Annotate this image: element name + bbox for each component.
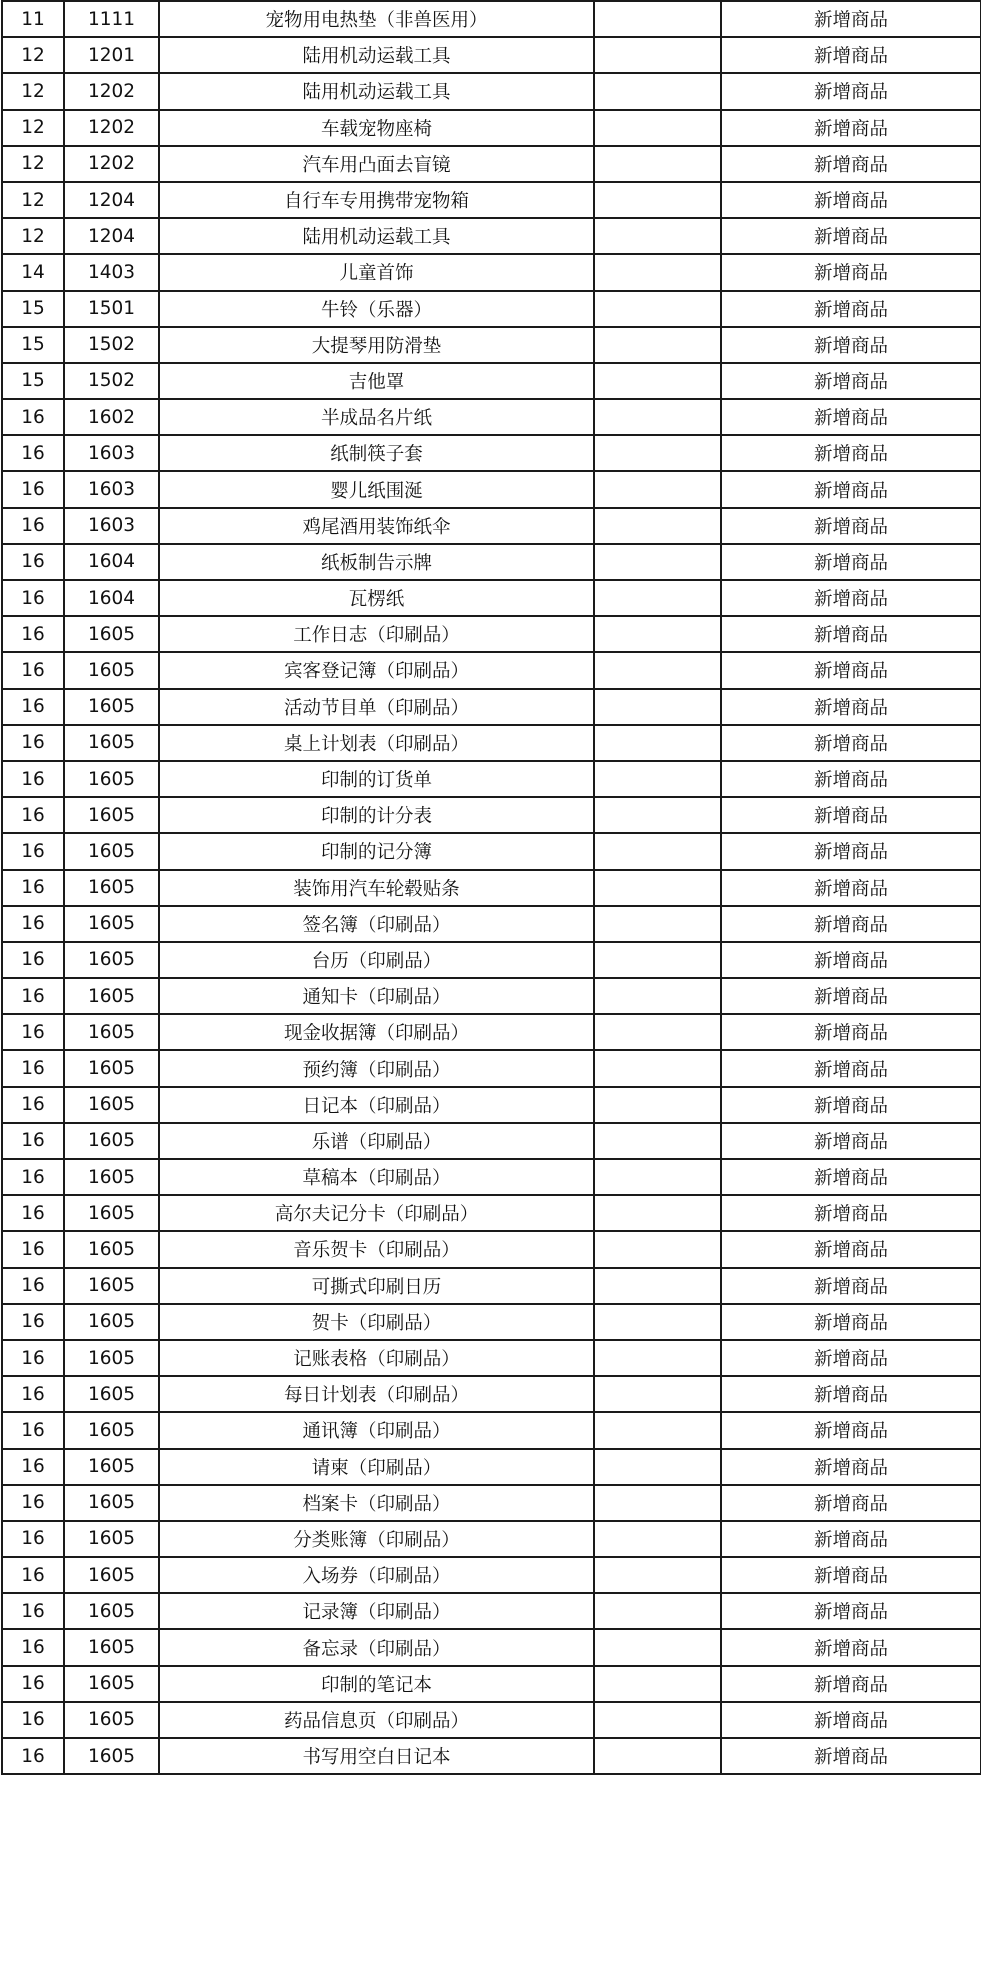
- blank-cell: [594, 508, 721, 544]
- goods-name-cell: 每日计划表（印刷品）: [159, 1376, 594, 1412]
- status-cell: 新增商品: [721, 689, 981, 725]
- blank-cell: [594, 435, 721, 471]
- blank-cell: [594, 1231, 721, 1267]
- group-code-cell: 1603: [64, 435, 159, 471]
- status-cell: 新增商品: [721, 1159, 981, 1195]
- goods-name-cell: 印制的订货单: [159, 761, 594, 797]
- group-code-cell: 1204: [64, 218, 159, 254]
- blank-cell: [594, 652, 721, 688]
- goods-name-cell: 分类账簿（印刷品）: [159, 1521, 594, 1557]
- blank-cell: [594, 1014, 721, 1050]
- table-row: [2, 435, 981, 471]
- blank-cell: [594, 1557, 721, 1593]
- group-code-cell: 1502: [64, 327, 159, 363]
- blank-cell: [594, 1629, 721, 1665]
- goods-name-cell: 入场券（印刷品）: [159, 1557, 594, 1593]
- class-number-cell: 16: [2, 616, 64, 652]
- status-cell: 新增商品: [721, 37, 981, 73]
- goods-table-body: [2, 1, 981, 1774]
- blank-cell: [594, 182, 721, 218]
- table-row: [2, 1376, 981, 1412]
- blank-cell: [594, 1449, 721, 1485]
- class-number-cell: 16: [2, 1123, 64, 1159]
- group-code-cell: 1605: [64, 870, 159, 906]
- class-number-cell: 16: [2, 435, 64, 471]
- class-number-cell: 15: [2, 291, 64, 327]
- status-cell: 新增商品: [721, 146, 981, 182]
- table-row: [2, 1593, 981, 1629]
- status-cell: 新增商品: [721, 1593, 981, 1629]
- table-row: [2, 978, 981, 1014]
- status-cell: 新增商品: [721, 1376, 981, 1412]
- group-code-cell: 1605: [64, 1412, 159, 1448]
- class-number-cell: 16: [2, 1593, 64, 1629]
- table-row: [2, 1159, 981, 1195]
- goods-name-cell: 乐谱（印刷品）: [159, 1123, 594, 1159]
- goods-name-cell: 陆用机动运载工具: [159, 218, 594, 254]
- group-code-cell: 1605: [64, 978, 159, 1014]
- blank-cell: [594, 1123, 721, 1159]
- table-row: [2, 182, 981, 218]
- goods-name-cell: 陆用机动运载工具: [159, 73, 594, 109]
- status-cell: 新增商品: [721, 1087, 981, 1123]
- table-row: [2, 1050, 981, 1086]
- status-cell: 新增商品: [721, 1521, 981, 1557]
- status-cell: 新增商品: [721, 1231, 981, 1267]
- status-cell: 新增商品: [721, 1340, 981, 1376]
- goods-name-cell: 印制的笔记本: [159, 1666, 594, 1702]
- goods-name-cell: 通讯簿（印刷品）: [159, 1412, 594, 1448]
- group-code-cell: 1603: [64, 471, 159, 507]
- status-cell: 新增商品: [721, 1557, 981, 1593]
- group-code-cell: 1605: [64, 1340, 159, 1376]
- class-number-cell: 15: [2, 327, 64, 363]
- status-cell: 新增商品: [721, 182, 981, 218]
- table-row: [2, 1557, 981, 1593]
- table-row: [2, 544, 981, 580]
- group-code-cell: 1605: [64, 1159, 159, 1195]
- goods-name-cell: 工作日志（印刷品）: [159, 616, 594, 652]
- goods-name-cell: 大提琴用防滑垫: [159, 327, 594, 363]
- blank-cell: [594, 1702, 721, 1738]
- class-number-cell: 16: [2, 508, 64, 544]
- table-row: [2, 254, 981, 290]
- table-row: [2, 1738, 981, 1774]
- status-cell: 新增商品: [721, 1, 981, 37]
- group-code-cell: 1605: [64, 1050, 159, 1086]
- group-code-cell: 1605: [64, 1666, 159, 1702]
- blank-cell: [594, 761, 721, 797]
- status-cell: 新增商品: [721, 73, 981, 109]
- table-row: [2, 1412, 981, 1448]
- status-cell: 新增商品: [721, 1123, 981, 1159]
- table-row: [2, 146, 981, 182]
- class-number-cell: 16: [2, 833, 64, 869]
- class-number-cell: 16: [2, 978, 64, 1014]
- blank-cell: [594, 1666, 721, 1702]
- status-cell: 新增商品: [721, 363, 981, 399]
- group-code-cell: 1605: [64, 1123, 159, 1159]
- table-row: [2, 1629, 981, 1665]
- table-row: [2, 1268, 981, 1304]
- class-number-cell: 12: [2, 218, 64, 254]
- class-number-cell: 12: [2, 146, 64, 182]
- table-row: [2, 725, 981, 761]
- goods-name-cell: 鸡尾酒用装饰纸伞: [159, 508, 594, 544]
- status-cell: 新增商品: [721, 1050, 981, 1086]
- group-code-cell: 1603: [64, 508, 159, 544]
- table-row: [2, 73, 981, 109]
- group-code-cell: 1201: [64, 37, 159, 73]
- blank-cell: [594, 1485, 721, 1521]
- class-number-cell: 16: [2, 1666, 64, 1702]
- table-row: [2, 1449, 981, 1485]
- group-code-cell: 1202: [64, 73, 159, 109]
- group-code-cell: 1605: [64, 833, 159, 869]
- group-code-cell: 1403: [64, 254, 159, 290]
- group-code-cell: 1605: [64, 652, 159, 688]
- status-cell: 新增商品: [721, 1195, 981, 1231]
- blank-cell: [594, 399, 721, 435]
- table-row: [2, 652, 981, 688]
- goods-name-cell: 陆用机动运载工具: [159, 37, 594, 73]
- group-code-cell: 1605: [64, 1268, 159, 1304]
- goods-name-cell: 自行车专用携带宠物箱: [159, 182, 594, 218]
- table-row: [2, 110, 981, 146]
- status-cell: 新增商品: [721, 797, 981, 833]
- table-row: [2, 1340, 981, 1376]
- blank-cell: [594, 833, 721, 869]
- group-code-cell: 1605: [64, 906, 159, 942]
- status-cell: 新增商品: [721, 1449, 981, 1485]
- goods-name-cell: 桌上计划表（印刷品）: [159, 725, 594, 761]
- goods-name-cell: 请柬（印刷品）: [159, 1449, 594, 1485]
- table-row: [2, 580, 981, 616]
- blank-cell: [594, 218, 721, 254]
- class-number-cell: 16: [2, 725, 64, 761]
- table-row: [2, 508, 981, 544]
- status-cell: 新增商品: [721, 399, 981, 435]
- goods-name-cell: 瓦楞纸: [159, 580, 594, 616]
- status-cell: 新增商品: [721, 1014, 981, 1050]
- table-row: [2, 870, 981, 906]
- blank-cell: [594, 544, 721, 580]
- goods-name-cell: 车载宠物座椅: [159, 110, 594, 146]
- group-code-cell: 1605: [64, 1087, 159, 1123]
- class-number-cell: 16: [2, 1231, 64, 1267]
- blank-cell: [594, 37, 721, 73]
- table-row: [2, 1521, 981, 1557]
- status-cell: 新增商品: [721, 254, 981, 290]
- table-row: [2, 797, 981, 833]
- table-row: [2, 833, 981, 869]
- blank-cell: [594, 1340, 721, 1376]
- class-number-cell: 15: [2, 363, 64, 399]
- goods-name-cell: 预约簿（印刷品）: [159, 1050, 594, 1086]
- group-code-cell: 1605: [64, 1304, 159, 1340]
- goods-name-cell: 书写用空白日记本: [159, 1738, 594, 1774]
- class-number-cell: 12: [2, 73, 64, 109]
- goods-name-cell: 纸制筷子套: [159, 435, 594, 471]
- group-code-cell: 1604: [64, 580, 159, 616]
- blank-cell: [594, 363, 721, 399]
- group-code-cell: 1605: [64, 761, 159, 797]
- class-number-cell: 16: [2, 1268, 64, 1304]
- group-code-cell: 1202: [64, 146, 159, 182]
- goods-name-cell: 签名簿（印刷品）: [159, 906, 594, 942]
- table-row: [2, 906, 981, 942]
- table-row: [2, 689, 981, 725]
- table-row: [2, 291, 981, 327]
- goods-name-cell: 纸板制告示牌: [159, 544, 594, 580]
- table-row: [2, 1014, 981, 1050]
- group-code-cell: 1605: [64, 689, 159, 725]
- status-cell: 新增商品: [721, 435, 981, 471]
- class-number-cell: 12: [2, 182, 64, 218]
- group-code-cell: 1602: [64, 399, 159, 435]
- status-cell: 新增商品: [721, 110, 981, 146]
- goods-name-cell: 备忘录（印刷品）: [159, 1629, 594, 1665]
- status-cell: 新增商品: [721, 1304, 981, 1340]
- class-number-cell: 16: [2, 1702, 64, 1738]
- status-cell: 新增商品: [721, 652, 981, 688]
- group-code-cell: 1605: [64, 1485, 159, 1521]
- table-row: [2, 1485, 981, 1521]
- table-row: [2, 1123, 981, 1159]
- class-number-cell: 16: [2, 1340, 64, 1376]
- table-row: [2, 399, 981, 435]
- group-code-cell: 1502: [64, 363, 159, 399]
- group-code-cell: 1605: [64, 942, 159, 978]
- class-number-cell: 16: [2, 942, 64, 978]
- blank-cell: [594, 1412, 721, 1448]
- status-cell: 新增商品: [721, 1702, 981, 1738]
- table-row: [2, 942, 981, 978]
- group-code-cell: 1605: [64, 1521, 159, 1557]
- class-number-cell: 16: [2, 1485, 64, 1521]
- goods-name-cell: 婴儿纸围涎: [159, 471, 594, 507]
- status-cell: 新增商品: [721, 725, 981, 761]
- group-code-cell: 1605: [64, 1195, 159, 1231]
- status-cell: 新增商品: [721, 544, 981, 580]
- group-code-cell: 1605: [64, 1376, 159, 1412]
- class-number-cell: 16: [2, 580, 64, 616]
- class-number-cell: 16: [2, 761, 64, 797]
- table-row: [2, 1702, 981, 1738]
- group-code-cell: 1605: [64, 797, 159, 833]
- goods-name-cell: 记账表格（印刷品）: [159, 1340, 594, 1376]
- blank-cell: [594, 254, 721, 290]
- status-cell: 新增商品: [721, 761, 981, 797]
- group-code-cell: 1204: [64, 182, 159, 218]
- class-number-cell: 16: [2, 1376, 64, 1412]
- class-number-cell: 16: [2, 544, 64, 580]
- group-code-cell: 1605: [64, 1593, 159, 1629]
- group-code-cell: 1605: [64, 1738, 159, 1774]
- status-cell: 新增商品: [721, 1485, 981, 1521]
- table-row: [2, 1195, 981, 1231]
- goods-name-cell: 药品信息页（印刷品）: [159, 1702, 594, 1738]
- blank-cell: [594, 978, 721, 1014]
- class-number-cell: 16: [2, 1304, 64, 1340]
- blank-cell: [594, 1087, 721, 1123]
- class-number-cell: 16: [2, 689, 64, 725]
- blank-cell: [594, 870, 721, 906]
- table-row: [2, 1231, 981, 1267]
- table-row: [2, 218, 981, 254]
- class-number-cell: 14: [2, 254, 64, 290]
- blank-cell: [594, 1195, 721, 1231]
- blank-cell: [594, 1304, 721, 1340]
- class-number-cell: 16: [2, 1738, 64, 1774]
- goods-name-cell: 吉他罩: [159, 363, 594, 399]
- table-row: [2, 1304, 981, 1340]
- goods-name-cell: 印制的计分表: [159, 797, 594, 833]
- class-number-cell: 16: [2, 399, 64, 435]
- blank-cell: [594, 110, 721, 146]
- blank-cell: [594, 1050, 721, 1086]
- blank-cell: [594, 73, 721, 109]
- status-cell: 新增商品: [721, 942, 981, 978]
- blank-cell: [594, 725, 721, 761]
- blank-cell: [594, 1593, 721, 1629]
- blank-cell: [594, 291, 721, 327]
- goods-name-cell: 档案卡（印刷品）: [159, 1485, 594, 1521]
- status-cell: 新增商品: [721, 291, 981, 327]
- table-row: [2, 1, 981, 37]
- table-row: [2, 761, 981, 797]
- group-code-cell: 1111: [64, 1, 159, 37]
- class-number-cell: 16: [2, 1629, 64, 1665]
- group-code-cell: 1605: [64, 1449, 159, 1485]
- group-code-cell: 1605: [64, 1629, 159, 1665]
- status-cell: 新增商品: [721, 1738, 981, 1774]
- status-cell: 新增商品: [721, 906, 981, 942]
- table-row: [2, 1666, 981, 1702]
- goods-name-cell: 记录簿（印刷品）: [159, 1593, 594, 1629]
- blank-cell: [594, 1738, 721, 1774]
- class-number-cell: 16: [2, 1087, 64, 1123]
- status-cell: 新增商品: [721, 1412, 981, 1448]
- goods-name-cell: 高尔夫记分卡（印刷品）: [159, 1195, 594, 1231]
- goods-name-cell: 现金收据簿（印刷品）: [159, 1014, 594, 1050]
- status-cell: 新增商品: [721, 1629, 981, 1665]
- table-row: [2, 37, 981, 73]
- class-number-cell: 16: [2, 906, 64, 942]
- status-cell: 新增商品: [721, 870, 981, 906]
- group-code-cell: 1605: [64, 1231, 159, 1267]
- class-number-cell: 12: [2, 110, 64, 146]
- class-number-cell: 16: [2, 1159, 64, 1195]
- blank-cell: [594, 327, 721, 363]
- status-cell: 新增商品: [721, 508, 981, 544]
- blank-cell: [594, 689, 721, 725]
- class-number-cell: 12: [2, 37, 64, 73]
- status-cell: 新增商品: [721, 616, 981, 652]
- blank-cell: [594, 1, 721, 37]
- goods-name-cell: 宾客登记簿（印刷品）: [159, 652, 594, 688]
- status-cell: 新增商品: [721, 327, 981, 363]
- status-cell: 新增商品: [721, 978, 981, 1014]
- goods-name-cell: 可撕式印刷日历: [159, 1268, 594, 1304]
- group-code-cell: 1605: [64, 1014, 159, 1050]
- class-number-cell: 11: [2, 1, 64, 37]
- blank-cell: [594, 1521, 721, 1557]
- group-code-cell: 1604: [64, 544, 159, 580]
- class-number-cell: 16: [2, 1449, 64, 1485]
- blank-cell: [594, 580, 721, 616]
- class-number-cell: 16: [2, 1014, 64, 1050]
- blank-cell: [594, 146, 721, 182]
- group-code-cell: 1605: [64, 1557, 159, 1593]
- table-row: [2, 616, 981, 652]
- table-row: [2, 1087, 981, 1123]
- goods-name-cell: 印制的记分簿: [159, 833, 594, 869]
- blank-cell: [594, 1268, 721, 1304]
- blank-cell: [594, 1376, 721, 1412]
- group-code-cell: 1605: [64, 1702, 159, 1738]
- goods-name-cell: 日记本（印刷品）: [159, 1087, 594, 1123]
- group-code-cell: 1202: [64, 110, 159, 146]
- goods-name-cell: 牛铃（乐器）: [159, 291, 594, 327]
- blank-cell: [594, 942, 721, 978]
- table-row: [2, 471, 981, 507]
- goods-name-cell: 音乐贺卡（印刷品）: [159, 1231, 594, 1267]
- class-number-cell: 16: [2, 870, 64, 906]
- blank-cell: [594, 616, 721, 652]
- group-code-cell: 1501: [64, 291, 159, 327]
- goods-name-cell: 半成品名片纸: [159, 399, 594, 435]
- goods-name-cell: 草稿本（印刷品）: [159, 1159, 594, 1195]
- group-code-cell: 1605: [64, 616, 159, 652]
- status-cell: 新增商品: [721, 1268, 981, 1304]
- class-number-cell: 16: [2, 1521, 64, 1557]
- class-number-cell: 16: [2, 1050, 64, 1086]
- goods-name-cell: 台历（印刷品）: [159, 942, 594, 978]
- status-cell: 新增商品: [721, 471, 981, 507]
- class-number-cell: 16: [2, 652, 64, 688]
- table-row: [2, 327, 981, 363]
- goods-table: [1, 0, 981, 1775]
- class-number-cell: 16: [2, 1412, 64, 1448]
- class-number-cell: 16: [2, 797, 64, 833]
- status-cell: 新增商品: [721, 218, 981, 254]
- blank-cell: [594, 471, 721, 507]
- goods-name-cell: 通知卡（印刷品）: [159, 978, 594, 1014]
- goods-name-cell: 装饰用汽车轮毂贴条: [159, 870, 594, 906]
- blank-cell: [594, 797, 721, 833]
- status-cell: 新增商品: [721, 580, 981, 616]
- goods-name-cell: 贺卡（印刷品）: [159, 1304, 594, 1340]
- goods-name-cell: 儿童首饰: [159, 254, 594, 290]
- class-number-cell: 16: [2, 471, 64, 507]
- goods-name-cell: 宠物用电热垫（非兽医用）: [159, 1, 594, 37]
- status-cell: 新增商品: [721, 833, 981, 869]
- goods-name-cell: 汽车用凸面去盲镜: [159, 146, 594, 182]
- class-number-cell: 16: [2, 1195, 64, 1231]
- goods-name-cell: 活动节目单（印刷品）: [159, 689, 594, 725]
- class-number-cell: 16: [2, 1557, 64, 1593]
- group-code-cell: 1605: [64, 725, 159, 761]
- blank-cell: [594, 906, 721, 942]
- status-cell: 新增商品: [721, 1666, 981, 1702]
- blank-cell: [594, 1159, 721, 1195]
- table-row: [2, 363, 981, 399]
